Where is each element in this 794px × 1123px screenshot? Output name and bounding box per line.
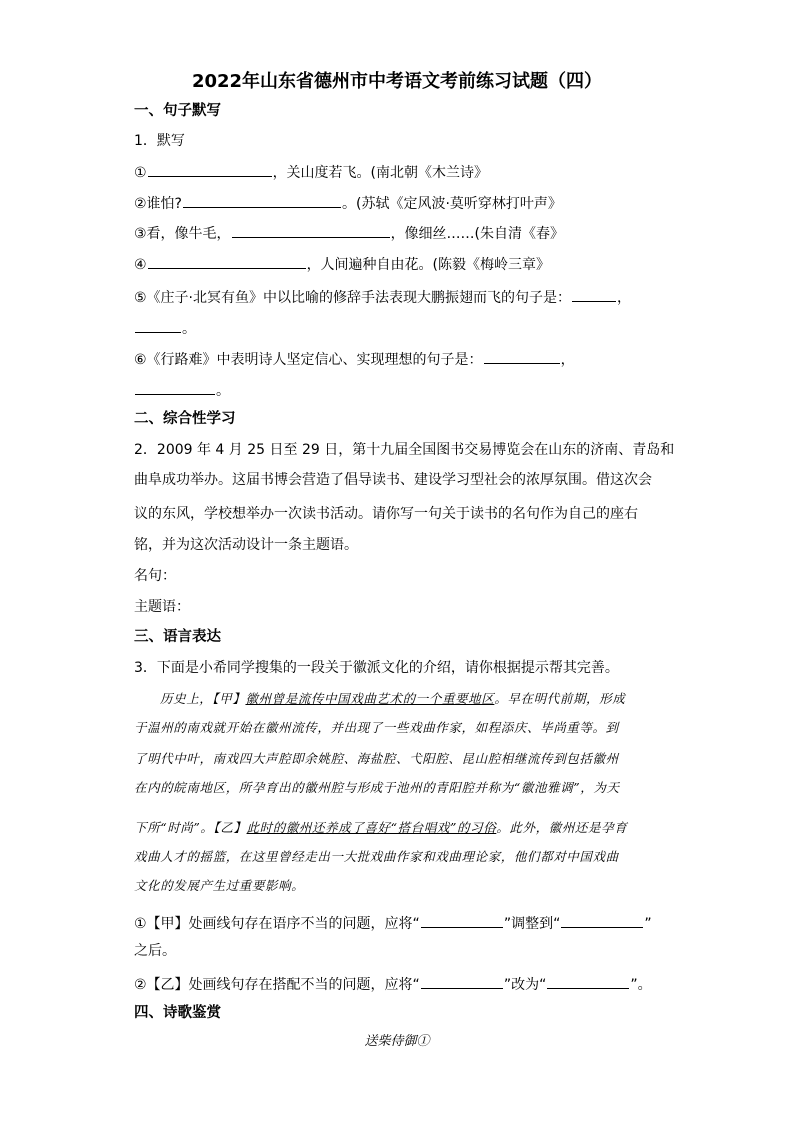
question-2-line-2: 曲阜成功举办。这届书博会营造了倡导读书、建设学习型社会的浓厚氛围。借这次会 xyxy=(134,472,652,488)
sub-question-3-2-text: ②【乙】处画线句存在搭配不当的问题，应将“ xyxy=(134,977,420,993)
item-6-comma: ， xyxy=(560,352,575,368)
passage-line-6: 戏曲人才的摇篮，在这里曾经走出一大批戏曲作家和戏曲理论家，他们都对中国戏曲 xyxy=(134,849,619,864)
dictation-item-6 xyxy=(134,348,575,370)
answer-blank-6a[interactable] xyxy=(484,348,560,364)
passage-line-2: 于温州的南戏就开始在徽州流传，并出现了一些戏曲作家，如程添庆、毕尚重等。到 xyxy=(134,720,619,735)
answer-blank-3-1b[interactable] xyxy=(561,912,643,928)
item-5-comma: ， xyxy=(617,290,631,306)
item-5-end: 。 xyxy=(182,321,196,337)
answer-blank-4[interactable] xyxy=(148,253,306,269)
answer-blank-6b[interactable] xyxy=(135,379,215,395)
answer-blank-2[interactable] xyxy=(183,192,341,208)
item-1-prefix: ① xyxy=(134,165,147,181)
dictation-item-1 xyxy=(134,161,488,183)
passage-line-4: 在内的皖南地区，所孕育出的徽州腔与形成于池州的青阳腔并称为“徽池雅调”，为天 xyxy=(134,780,620,795)
passage-yi-label: 下所“时尚”。【乙】 xyxy=(134,820,247,835)
answer-blank-5b[interactable] xyxy=(135,317,181,333)
dictation-item-3 xyxy=(134,222,564,244)
answer-blank-3-2b[interactable] xyxy=(547,973,629,989)
theme-slogan-label: 主题语： xyxy=(134,599,190,615)
section-1-heading: 一、句子默写 xyxy=(134,103,221,119)
item-4-prefix: ④ xyxy=(134,257,147,273)
question-2-line-4: 铭，并为这次活动设计一条主题语。 xyxy=(134,537,358,553)
sub-question-3-1 xyxy=(134,912,652,934)
passage-yi-underlined: 此时的徽州还养成了喜好“搭台唱戏”的习俗 xyxy=(246,820,497,835)
item-3-prefix: ③看，像牛毛， xyxy=(134,226,231,242)
answer-blank-5a[interactable] xyxy=(572,286,616,302)
question-2-line-1: 2．2009 年 4 月 25 日至 29 日，第十九届全国图书交易博览会在山东的济南、青岛和 xyxy=(134,442,675,458)
sub-question-3-2-mid: ”改为“ xyxy=(503,977,547,993)
passage-line-1 xyxy=(160,689,625,709)
item-5-text: ⑤《庄子·北冥有鱼》中以比喻的修辞手法表现大鹏振翅而飞的句子是： xyxy=(134,290,571,306)
question-1-label: 1．默写 xyxy=(134,133,185,149)
item-3-text: ，像细丝……(朱自清《春》 xyxy=(390,226,565,242)
passage-line-5 xyxy=(134,818,627,838)
dictation-item-2 xyxy=(134,192,562,214)
sub-question-3-1-mid: ”调整到“ xyxy=(503,916,561,932)
item-6-end: 。 xyxy=(216,383,230,399)
section-4-heading: 四、诗歌鉴赏 xyxy=(134,1005,221,1021)
passage-line-7: 文化的发展产生过重要影响。 xyxy=(134,878,305,893)
dictation-item-4 xyxy=(134,253,550,275)
passage-line-3: 了明代中叶，南戏四大声腔即余姚腔、海盐腔、弋阳腔、昆山腔相继流传到包括徽州 xyxy=(134,751,619,766)
question-3-prompt: 3．下面是小希同学搜集的一段关于徽派文化的介绍，请你根据提示帮其完善。 xyxy=(134,660,619,676)
dictation-item-5-cont xyxy=(134,317,196,339)
dictation-item-6-cont xyxy=(134,379,230,401)
section-3-heading: 三、语言表达 xyxy=(134,629,221,645)
sub-question-3-1-cont: 之后。 xyxy=(134,943,176,959)
passage-jia-underlined: 徽州曾是流传中国戏曲艺术的一个重要地区 xyxy=(245,691,495,706)
item-1-text: ，关山度若飞。(南北朝《木兰诗》 xyxy=(272,165,489,181)
passage-jia-label: 历史上，【甲】 xyxy=(160,691,246,706)
answer-blank-3-2a[interactable] xyxy=(421,973,503,989)
poem-title: 送柴侍御① xyxy=(364,1034,430,1049)
item-2-text: 。(苏轼《定风波·莫听穿林打叶声》 xyxy=(341,196,562,212)
sub-question-3-1-text: ①【甲】处画线句存在语序不当的问题，应将“ xyxy=(134,916,420,932)
famous-quote-label: 名句： xyxy=(134,568,176,584)
answer-blank-3[interactable] xyxy=(232,222,390,238)
sub-question-3-2-end: ”。 xyxy=(630,977,652,993)
item-6-text: ⑥《行路难》中表明诗人坚定信心、实现理想的句子是： xyxy=(134,352,483,368)
answer-blank-1[interactable] xyxy=(148,161,272,177)
document-title: 2022年山东省德州市中考语文考前练习试题（四） xyxy=(191,71,603,92)
question-2-line-3: 议的东风，学校想举办一次读书活动。请你写一句关于读书的名句作为自己的座右 xyxy=(134,506,638,522)
sub-question-3-2 xyxy=(134,973,652,995)
section-2-heading: 二、综合性学习 xyxy=(134,411,236,427)
item-4-text: ，人间遍种自由花。(陈毅《梅岭三章》 xyxy=(306,257,551,273)
sub-question-3-1-quote: ” xyxy=(644,916,652,932)
item-2-prefix: ②谁怕? xyxy=(134,196,182,212)
answer-blank-3-1a[interactable] xyxy=(421,912,503,928)
passage-line-5-tail: 。此外，徽州还是孕育 xyxy=(496,820,628,835)
dictation-item-5 xyxy=(134,286,631,308)
passage-line-1-tail: 。早在明代前期，形成 xyxy=(494,691,626,706)
